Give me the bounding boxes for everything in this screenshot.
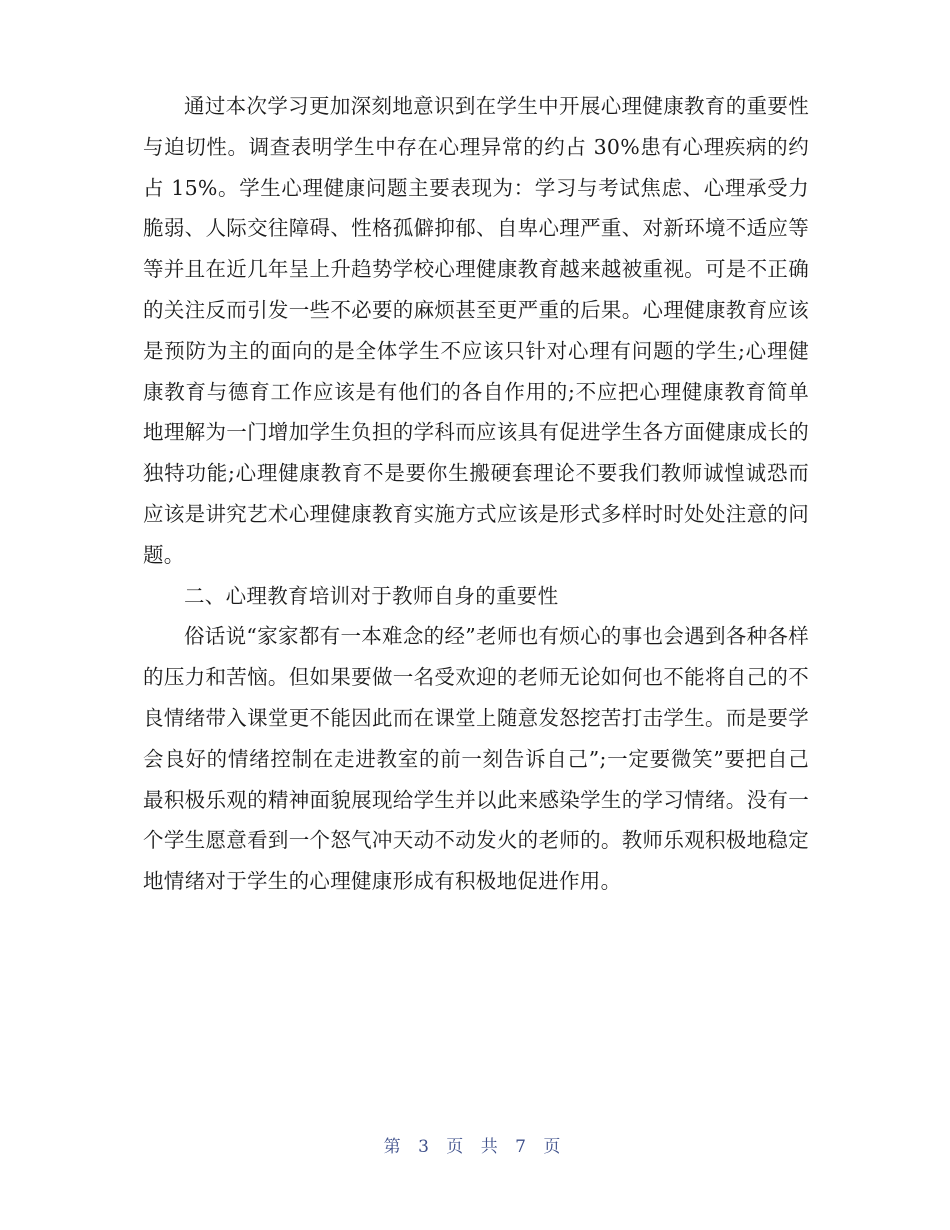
document-body <box>143 86 809 902</box>
section-heading-teacher-importance: 二、心理教育培训对于教师自身的重要性 <box>184 583 559 608</box>
paragraph-mental-health-education: 通过本次学习更加深刻地意识到在学生中开展心理健康教育的重要性与迫切性。调查表明学生中存在心理异常的约占 30%患有心理疾病的约占 15%。学生心理健康问题主要表现为：学习与考试焦虑、心理承受力脆弱、人际交往障碍、性格孤僻抑郁、自卑心理严重、对新环境不适应等等并且在近几年呈上升趋势学校心理健康教育越来越被重视。可是不正确的关注反而引发一些不必要的麻烦甚至更严重的后果。心理健康教育应该是预防为主的面向的是全体学生不应该只针对心理有问题的学生;心理健康教育与德育工作应该是有他们的各自作用的;不应把心理健康教育简单地理解为一门增加学生负担的学科而应该具有促进学生各方面健康成长的独特功能;心理健康教育不是要你生搬硬套理论不要我们教师诚惶诚恐而应该是讲究艺术心理健康教育实施方式应该是形式多样时时处处注意的问题。 <box>143 94 809 567</box>
page-number-footer: 第 3 页 共 7 页 <box>383 1137 567 1157</box>
paragraph-teacher-emotions: 俗话说“家家都有一本难念的经”老师也有烦心的事也会遇到各种各样的压力和苦恼。但如果要做一名受欢迎的老师无论如何也不能将自己的不良情绪带入课堂更不能因此而在课堂上随意发怒挖苦打击学生。而是要学会良好的情绪控制在走进教室的前一刻告诉自己”;一定要微笑”要把自己最积极乐观的精神面貌展现给学生并以此来感染学生的学习情绪。没有一个学生愿意看到一个怒气冲天动不动发火的老师的。教师乐观积极地稳定地情绪对于学生的心理健康形成有积极地促进作用。 <box>143 624 809 894</box>
